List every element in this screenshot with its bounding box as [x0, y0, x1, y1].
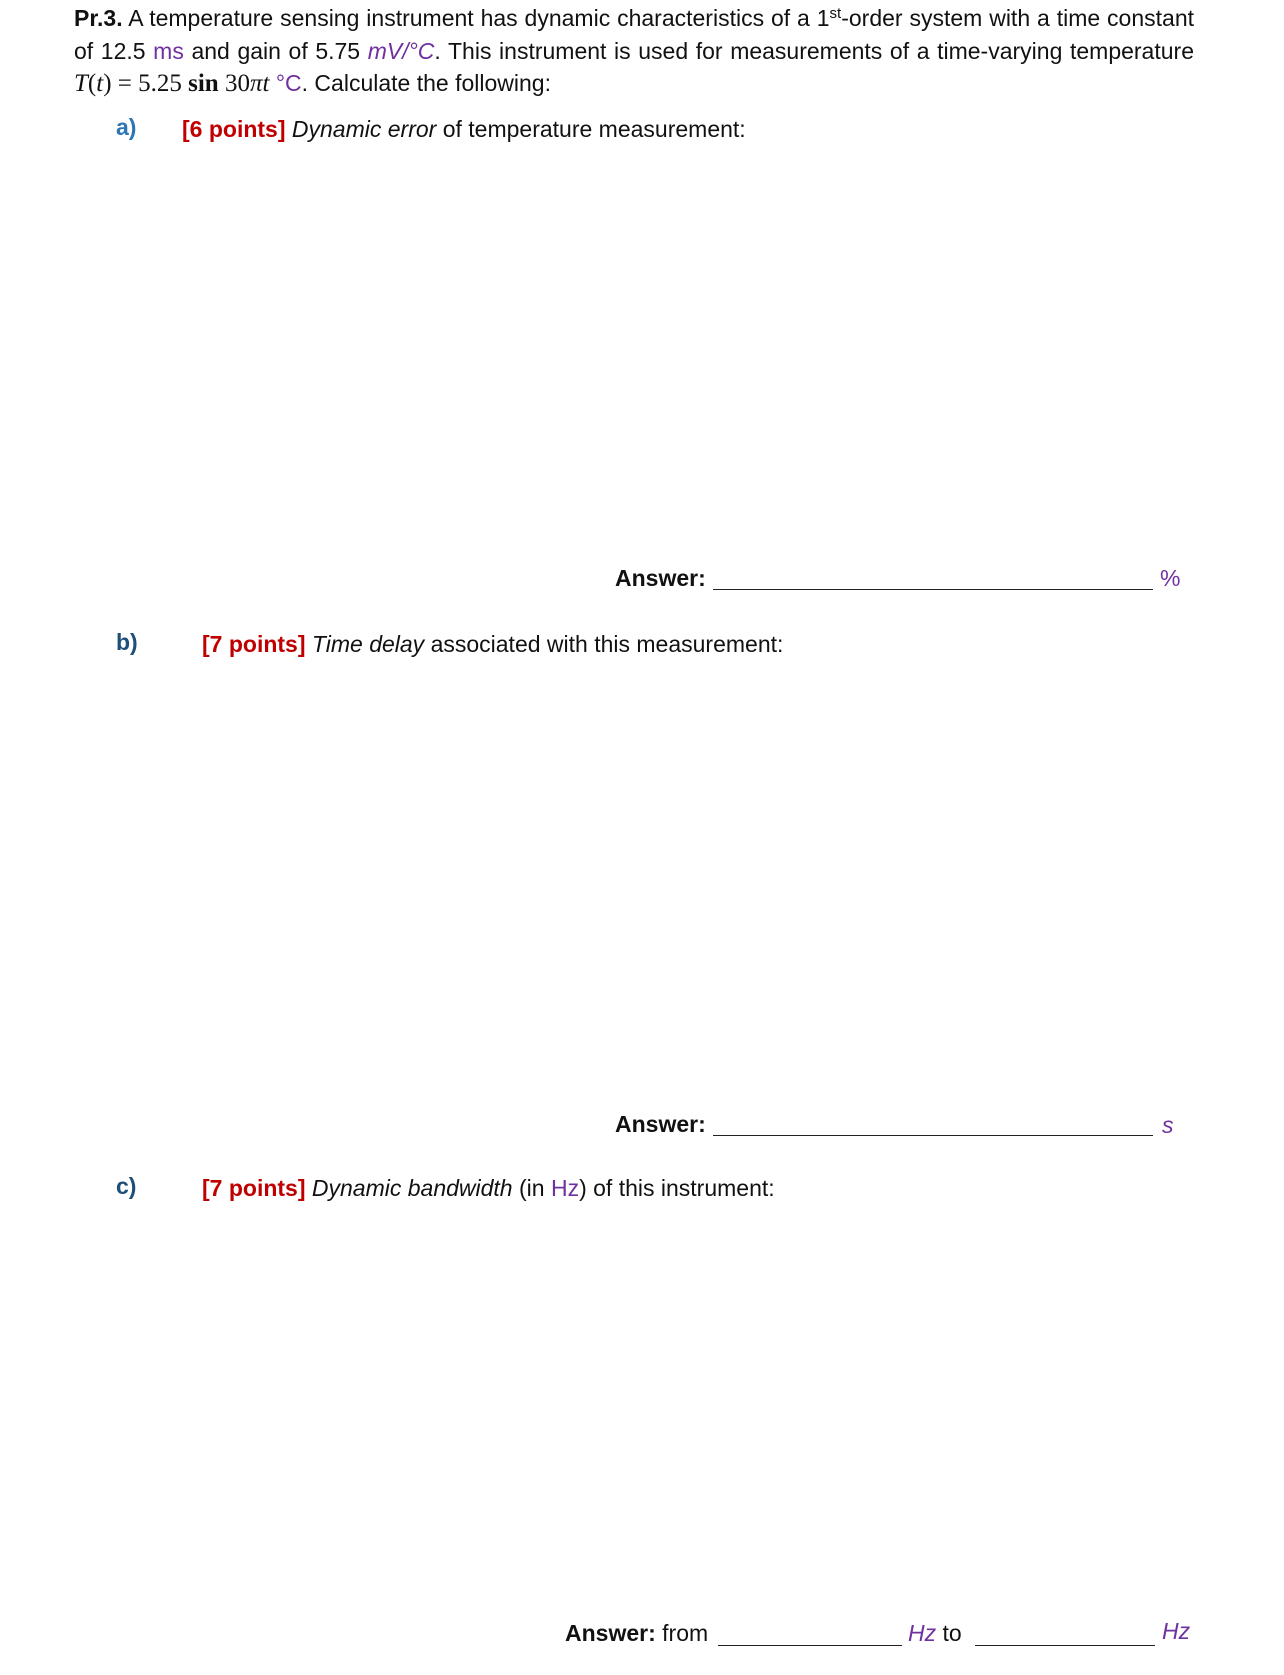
problem-text-4: . This instrument is used for measurements of a time-varying temperature — [434, 37, 1194, 64]
part-a-rest: of temperature measurement: — [436, 116, 746, 142]
eq-pi-t: πt — [249, 70, 270, 97]
part-b-answer-label: Answer: — [615, 1111, 706, 1137]
problem-statement — [74, 2, 1194, 101]
ordinal-suffix: st — [829, 5, 842, 22]
part-a-answer-blank[interactable] — [713, 589, 1153, 590]
problem-text-3: and gain of 5.75 — [183, 37, 368, 64]
eq-open: ( — [87, 70, 97, 97]
part-c-unit: Hz — [1162, 1618, 1191, 1644]
problem-label: Pr.3. — [74, 5, 123, 31]
eq-sin: sin — [188, 70, 219, 97]
problem-text-2: -order system with a time constant of 12.5 — [74, 5, 1194, 64]
part-b-rest: associated with this measurement: — [424, 631, 784, 657]
part-a-answer-label: Answer: — [615, 565, 706, 591]
part-b-unit: s — [1162, 1112, 1174, 1138]
part-b-points: [7 points] — [202, 631, 306, 657]
part-c-question — [202, 1173, 775, 1203]
part-c-answer-blank-to[interactable] — [975, 1645, 1155, 1646]
eq-close: ) = 5.25 — [103, 70, 189, 97]
part-c-points: [7 points] — [202, 1175, 306, 1201]
part-b-letter: b) — [116, 629, 138, 655]
part-c-rest-b: ) of this instrument: — [579, 1175, 775, 1201]
eq-rest: 30 — [218, 70, 250, 97]
part-a-letter: a) — [116, 114, 137, 140]
unit-gain: mV/°C — [367, 37, 435, 64]
part-c-topic: Dynamic bandwidth — [311, 1175, 513, 1201]
eq-t: t — [96, 70, 104, 97]
part-c-rest-a: (in — [512, 1175, 551, 1201]
part-c-mid-unit: Hz — [908, 1620, 937, 1646]
part-c-answer-blank-from[interactable] — [718, 1645, 902, 1646]
part-c-mid-to: to — [936, 1620, 962, 1646]
part-c-mid — [908, 1618, 962, 1648]
part-b-topic: Time delay — [311, 631, 425, 657]
part-a-unit: % — [1160, 565, 1181, 591]
problem-text-5: . Calculate the following: — [301, 70, 551, 96]
unit-ms: ms — [153, 37, 184, 64]
problem-text-1: A temperature sensing instrument has dynamic characteristics of a 1 — [122, 5, 830, 31]
part-a-points: [6 points] — [182, 116, 286, 142]
part-c-answer-label: Answer: from — [565, 1620, 709, 1646]
part-c-letter: c) — [116, 1173, 137, 1199]
part-a-question — [182, 114, 746, 144]
eq-T: T — [74, 70, 88, 97]
eq-deg: °C — [269, 70, 302, 96]
part-a-topic: Dynamic error — [291, 116, 437, 142]
part-c-hz: Hz — [550, 1175, 580, 1201]
part-b-answer-blank[interactable] — [713, 1135, 1153, 1136]
part-b-question — [202, 629, 783, 659]
